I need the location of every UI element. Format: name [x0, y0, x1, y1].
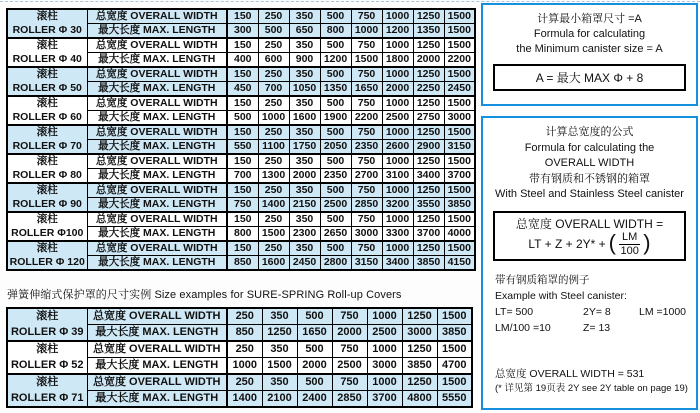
max-length-value: 1250: [262, 325, 297, 342]
overall-width-result: 总宽度 OVERALL WIDTH = 531: [495, 368, 645, 380]
max-length-value: 1000: [227, 358, 262, 375]
max-length-value: 500: [227, 111, 258, 126]
overall-width-value: 750: [332, 341, 367, 358]
max-length-value: 3150: [444, 140, 475, 155]
roller-label-cn: 滚柱: [36, 310, 59, 322]
overall-width-label: 总宽度 OVERALL WIDTH: [87, 212, 227, 227]
max-length-value: 1600: [258, 256, 289, 271]
max-length-value: 1500: [444, 24, 475, 39]
max-length-value: 3000: [351, 227, 382, 242]
roller-label: [7, 9, 87, 38]
max-length-value: 1600: [289, 111, 320, 126]
overall-width-value: 500: [320, 241, 351, 256]
max-length-value: 700: [227, 169, 258, 184]
overall-width-label: 总宽度 OVERALL WIDTH: [87, 96, 227, 111]
roller-label: [7, 38, 87, 67]
overall-width-value: 750: [351, 96, 382, 111]
max-length-value: 2850: [332, 391, 367, 408]
max-length-value: 4700: [437, 358, 472, 375]
overall-width-value: 350: [289, 241, 320, 256]
max-length-label: 最大长度 MAX. LENGTH: [87, 24, 227, 39]
max-length-value: 2500: [320, 198, 351, 213]
max-length-value: 2200: [444, 53, 475, 68]
roller-label-cn: 滚柱: [36, 376, 59, 388]
overall-width-value: 1250: [413, 67, 444, 82]
overall-width-label: 总宽度 OVERALL WIDTH: [87, 125, 227, 140]
max-length-value: 5550: [437, 391, 472, 408]
max-length-value: 3850: [402, 358, 437, 375]
max-length-value: 4150: [444, 256, 475, 271]
overall-width-value: 1250: [402, 341, 437, 358]
lm-over-100-fraction: [619, 232, 640, 257]
max-length-label: 最大长度 MAX. LENGTH: [87, 82, 227, 97]
overall-width-value: 1000: [382, 96, 413, 111]
max-length-value: 850: [227, 325, 262, 342]
example-2y: 2Y= 8: [583, 305, 611, 318]
overall-width-value: 500: [297, 374, 332, 391]
overall-width-value: 350: [289, 67, 320, 82]
roller-label-en: ROLLER Φ 52: [10, 358, 84, 371]
overall-width-value: 1250: [413, 9, 444, 24]
overall-width-value: 750: [332, 308, 367, 325]
overall-width-value: 1500: [444, 125, 475, 140]
roller-label-en: ROLLER Φ 39: [10, 325, 84, 338]
max-length-value: 2600: [382, 140, 413, 155]
max-length-value: 1500: [351, 53, 382, 68]
max-length-value: 1400: [258, 198, 289, 213]
overall-width-value: 250: [258, 38, 289, 53]
max-length-value: 3550: [413, 198, 444, 213]
roller-label-cn: 滚柱: [36, 126, 58, 138]
max-length-value: 2000: [413, 53, 444, 68]
overall-width-value: 1500: [437, 374, 472, 391]
max-length-value: 3300: [382, 227, 413, 242]
box1-line1: Formula for calculating: [533, 28, 646, 40]
overall-width-value: 350: [289, 212, 320, 227]
max-length-value: 2750: [413, 111, 444, 126]
example-lt: LT= 500: [495, 305, 534, 318]
overall-width-row: [7, 374, 472, 391]
overall-width-value: 250: [258, 241, 289, 256]
overall-width-value: 150: [227, 241, 258, 256]
overall-width-value: 150: [227, 154, 258, 169]
overall-width-value: 250: [227, 374, 262, 391]
overall-width-value: 1000: [382, 38, 413, 53]
roller-label: [7, 183, 87, 212]
overall-width-value: 350: [289, 96, 320, 111]
overall-width-value: 750: [351, 9, 382, 24]
max-length-value: 1750: [289, 140, 320, 155]
roller-label-en: ROLLER Φ 60: [12, 110, 82, 123]
overall-width-value: 350: [262, 341, 297, 358]
max-length-value: 300: [227, 24, 258, 39]
box2-title-cn: 计算总宽度的公式: [545, 126, 634, 138]
overall-width-row: [7, 38, 475, 53]
overall-width-value: 750: [351, 183, 382, 198]
overall-width-label: 总宽度 OVERALL WIDTH: [87, 38, 227, 53]
overall-width-value: 500: [320, 96, 351, 111]
box1-title-cn: 计算最小箱罩尺寸 =A: [537, 13, 642, 25]
max-length-label: 最大长度 MAX. LENGTH: [87, 256, 227, 271]
overall-width-value: 150: [227, 9, 258, 24]
overall-width-value: 150: [227, 38, 258, 53]
max-length-value: 3000: [402, 325, 437, 342]
max-length-value: 2500: [382, 111, 413, 126]
min-canister-formula: A = 最大 MAX Φ + 8: [493, 64, 686, 91]
roller-label: [7, 341, 87, 374]
max-length-value: 500: [258, 24, 289, 39]
max-length-value: 800: [227, 227, 258, 242]
max-length-value: 3100: [382, 169, 413, 184]
overall-width-label: 总宽度 OVERALL WIDTH: [87, 241, 227, 256]
overall-width-value: 500: [297, 308, 332, 325]
max-length-value: 1350: [413, 24, 444, 39]
overall-width-value: 1250: [402, 374, 437, 391]
max-length-value: 2050: [320, 140, 351, 155]
max-length-label: 最大长度 MAX. LENGTH: [87, 227, 227, 242]
max-length-value: 800: [320, 24, 351, 39]
max-length-value: 4800: [402, 391, 437, 408]
max-length-value: 1350: [320, 82, 351, 97]
max-length-value: 4000: [444, 227, 475, 242]
overall-width-value: 500: [320, 125, 351, 140]
overall-width-value: 1000: [382, 212, 413, 227]
roller-label-cn: 滚柱: [36, 343, 59, 355]
overall-width-value: 350: [289, 125, 320, 140]
overall-width-value: 1250: [402, 308, 437, 325]
max-length-value: 600: [258, 53, 289, 68]
max-length-value: 1900: [320, 111, 351, 126]
overall-width-value: 250: [258, 183, 289, 198]
overall-width-value: 350: [289, 154, 320, 169]
overall-width-row: [7, 96, 475, 111]
overall-width-value: 250: [227, 341, 262, 358]
overall-width-value: 500: [320, 154, 351, 169]
max-length-value: 3850: [444, 198, 475, 213]
roller-label-en: ROLLER Φ 80: [12, 168, 82, 181]
max-length-label: 最大长度 MAX. LENGTH: [87, 325, 227, 342]
max-length-value: 3700: [367, 391, 402, 408]
sure-spring-size-table: [6, 307, 473, 408]
max-length-value: 1400: [227, 391, 262, 408]
overall-width-row: [7, 308, 472, 325]
overall-width-value: 1500: [444, 96, 475, 111]
roller-label-cn: 滚柱: [36, 97, 58, 109]
result-block: [483, 367, 696, 408]
overall-width-value: 750: [351, 212, 382, 227]
overall-width-value: 1000: [382, 183, 413, 198]
roller-label: [7, 308, 87, 341]
overall-width-label: 总宽度 OVERALL WIDTH: [87, 341, 227, 358]
roller-label-en: ROLLER Φ100: [11, 226, 84, 239]
max-length-label: 最大长度 MAX. LENGTH: [87, 140, 227, 155]
roller-label: [7, 96, 87, 125]
overall-width-value: 350: [289, 38, 320, 53]
overall-width-value: 1000: [382, 125, 413, 140]
overall-width-row: [7, 154, 475, 169]
overall-width-value: 150: [227, 96, 258, 111]
max-length-value: 2300: [289, 227, 320, 242]
overall-width-value: 750: [351, 125, 382, 140]
overall-width-value: 1250: [413, 241, 444, 256]
overall-width-value: 1000: [367, 374, 402, 391]
max-length-label: 最大长度 MAX. LENGTH: [87, 53, 227, 68]
page-19-footnote: (* 详见第 19页表 2Y see 2Y table on page 19): [495, 383, 688, 394]
max-length-value: 1500: [262, 358, 297, 375]
max-length-value: 1650: [351, 82, 382, 97]
overall-width-value: 250: [258, 125, 289, 140]
formula-title: 总宽度 OVERALL WIDTH =: [515, 216, 664, 231]
max-length-value: 1000: [258, 111, 289, 126]
roller-label-en: ROLLER Φ 70: [12, 139, 82, 152]
max-length-value: 2450: [289, 256, 320, 271]
overall-width-value: 250: [258, 212, 289, 227]
max-length-value: 750: [227, 198, 258, 213]
fraction-denominator: 100: [620, 244, 639, 257]
box1-line2: the Minimum canister size = A: [516, 43, 663, 55]
max-length-value: 2400: [297, 391, 332, 408]
max-length-value: 2900: [413, 140, 444, 155]
max-length-value: 1300: [258, 169, 289, 184]
roller-label-en: ROLLER Φ 40: [12, 52, 82, 65]
max-length-label: 最大长度 MAX. LENGTH: [87, 391, 227, 408]
overall-width-row: [7, 125, 475, 140]
max-length-value: 2000: [332, 325, 367, 342]
overall-width-value: 1500: [444, 183, 475, 198]
overall-width-value: 1500: [444, 241, 475, 256]
roller-label-cn: 滚柱: [36, 155, 58, 167]
example-values: [483, 304, 696, 336]
overall-width-value: 350: [262, 374, 297, 391]
roller-label: [7, 67, 87, 96]
max-length-label: 最大长度 MAX. LENGTH: [87, 169, 227, 184]
overall-width-value: 250: [258, 9, 289, 24]
max-length-value: 550: [227, 140, 258, 155]
example-lm: LM =1000: [639, 305, 686, 318]
example-z: Z= 13: [583, 321, 611, 334]
roller-label-cn: 滚柱: [36, 213, 58, 225]
roller-label-cn: 滚柱: [36, 39, 58, 51]
max-length-value: 3700: [413, 227, 444, 242]
roller-size-table: [6, 8, 476, 271]
max-length-value: 2000: [289, 169, 320, 184]
max-length-value: 1500: [258, 227, 289, 242]
roller-label-cn: 滚柱: [36, 10, 58, 22]
max-length-value: 3850: [437, 325, 472, 342]
overall-width-formula-box: [481, 116, 698, 410]
overall-width-value: 350: [262, 308, 297, 325]
max-length-value: 2450: [444, 82, 475, 97]
overall-width-value: 1000: [382, 67, 413, 82]
overall-width-value: 1250: [413, 154, 444, 169]
example-title-cn: 带有钢质箱罩的例子: [495, 273, 590, 286]
max-length-value: 2000: [382, 82, 413, 97]
formula-line: [495, 229, 684, 257]
overall-width-value: 250: [258, 154, 289, 169]
overall-width-value: 500: [320, 212, 351, 227]
max-length-value: 1800: [382, 53, 413, 68]
max-length-value: 3850: [413, 256, 444, 271]
overall-width-value: 1000: [382, 9, 413, 24]
max-length-value: 2650: [320, 227, 351, 242]
example-title: Example with Steel canister:: [495, 289, 627, 302]
max-length-value: 3200: [382, 198, 413, 213]
formula-terms: LT + Z + 2Y* +: [528, 237, 606, 251]
roller-label-cn: 滚柱: [36, 242, 58, 254]
max-length-value: 1000: [351, 24, 382, 39]
max-length-value: 2500: [332, 358, 367, 375]
max-length-value: 3150: [351, 256, 382, 271]
overall-width-value: 500: [320, 67, 351, 82]
example-lm100: LM/100 =10: [495, 321, 551, 334]
roller-label: [7, 125, 87, 154]
overall-width-label: 总宽度 OVERALL WIDTH: [87, 9, 227, 24]
overall-width-value: 750: [351, 154, 382, 169]
overall-width-value: 150: [227, 212, 258, 227]
overall-width-value: 500: [320, 183, 351, 198]
overall-width-row: [7, 212, 475, 227]
overall-width-value: 250: [258, 96, 289, 111]
overall-width-label: 总宽度 OVERALL WIDTH: [87, 374, 227, 391]
max-length-value: 900: [289, 53, 320, 68]
max-length-value: 2100: [262, 391, 297, 408]
max-length-value: 1200: [382, 24, 413, 39]
max-length-value: 2700: [351, 169, 382, 184]
roller-label-en: ROLLER Φ 90: [12, 197, 82, 210]
overall-width-label: 总宽度 OVERALL WIDTH: [87, 67, 227, 82]
max-length-value: 2850: [351, 198, 382, 213]
size-examples-caption: 弹簧伸缩式保护罩的尺寸实例 Size examples for SURE-SPRING Roll-up Covers: [7, 289, 402, 301]
max-length-value: 2000: [297, 358, 332, 375]
roller-label: [7, 374, 87, 407]
max-length-value: 700: [258, 82, 289, 97]
max-length-value: 1100: [258, 140, 289, 155]
overall-width-value: 1000: [367, 341, 402, 358]
overall-width-value: 1500: [437, 308, 472, 325]
overall-width-value: 750: [351, 241, 382, 256]
overall-width-value: 1250: [413, 183, 444, 198]
roller-label-en: ROLLER Φ 30: [12, 23, 82, 36]
max-length-value: 3000: [367, 358, 402, 375]
max-length-value: 2350: [320, 169, 351, 184]
max-length-value: 850: [227, 256, 258, 271]
overall-width-value: 500: [297, 341, 332, 358]
overall-width-value: 750: [351, 67, 382, 82]
overall-width-row: [7, 341, 472, 358]
min-canister-formula-box: [481, 3, 698, 106]
overall-width-value: 250: [258, 67, 289, 82]
roller-label: [7, 212, 87, 241]
overall-width-value: 500: [320, 9, 351, 24]
overall-width-label: 总宽度 OVERALL WIDTH: [87, 183, 227, 198]
overall-width-label: 总宽度 OVERALL WIDTH: [87, 154, 227, 169]
box2-line1: Formula for calculating the: [524, 141, 655, 154]
example-block: [483, 261, 696, 304]
max-length-value: 2250: [413, 82, 444, 97]
max-length-value: 1650: [297, 325, 332, 342]
max-length-value: 2150: [289, 198, 320, 213]
overall-width-value: 1500: [444, 212, 475, 227]
max-length-label: 最大长度 MAX. LENGTH: [87, 198, 227, 213]
overall-width-value: 1250: [413, 212, 444, 227]
overall-width-value: 150: [227, 67, 258, 82]
overall-width-value: 1000: [367, 308, 402, 325]
roller-label: [7, 154, 87, 183]
overall-width-value: 1250: [413, 38, 444, 53]
box2-line4: With Steel and Stainless Steel canister: [495, 188, 684, 200]
overall-width-value: 350: [289, 183, 320, 198]
overall-width-value: 1500: [444, 154, 475, 169]
max-length-value: 2350: [351, 140, 382, 155]
open-paren: (: [608, 229, 616, 255]
overall-width-label: 总宽度 OVERALL WIDTH: [87, 308, 227, 325]
page-top-edge: [0, 1, 700, 2]
max-length-value: 2800: [320, 256, 351, 271]
overall-width-row: [7, 241, 475, 256]
max-length-value: 3400: [413, 169, 444, 184]
overall-width-value: 150: [227, 125, 258, 140]
max-length-value: 1050: [289, 82, 320, 97]
roller-label-cn: 滚柱: [36, 184, 58, 196]
max-length-value: 3000: [444, 111, 475, 126]
max-length-value: 1200: [320, 53, 351, 68]
close-paren: ): [643, 229, 651, 255]
overall-width-row: [7, 67, 475, 82]
overall-width-value: 250: [227, 308, 262, 325]
overall-width-value: 750: [351, 38, 382, 53]
overall-width-value: 500: [320, 38, 351, 53]
overall-width-value: 1250: [413, 96, 444, 111]
roller-label-en: ROLLER Φ 71: [10, 391, 84, 404]
max-length-value: 400: [227, 53, 258, 68]
max-length-value: 3400: [382, 256, 413, 271]
max-length-value: 2200: [351, 111, 382, 126]
max-length-value: 450: [227, 82, 258, 97]
max-length-label: 最大长度 MAX. LENGTH: [87, 111, 227, 126]
max-length-value: 2500: [367, 325, 402, 342]
box2-line3-cn: 带有钢质和不锈钢的箱罩: [529, 172, 650, 185]
overall-width-value: 1000: [382, 241, 413, 256]
fraction-numerator: LM: [619, 232, 640, 245]
box2-line2: OVERALL WIDTH: [544, 157, 635, 169]
roller-label-cn: 滚柱: [36, 68, 58, 80]
max-length-label: 最大长度 MAX. LENGTH: [87, 358, 227, 375]
max-length-value: 3700: [444, 169, 475, 184]
overall-width-row: [7, 183, 475, 198]
overall-width-value: 1500: [444, 9, 475, 24]
overall-width-value: 1250: [413, 125, 444, 140]
overall-width-formula: [493, 211, 686, 261]
overall-width-value: 1500: [444, 67, 475, 82]
overall-width-value: 1500: [444, 38, 475, 53]
overall-width-value: 350: [289, 9, 320, 24]
overall-width-value: 150: [227, 183, 258, 198]
overall-width-value: 750: [332, 374, 367, 391]
max-length-value: 650: [289, 24, 320, 39]
overall-width-value: 1500: [437, 341, 472, 358]
roller-label-en: ROLLER Φ 120: [9, 255, 85, 268]
roller-label: [7, 241, 87, 270]
roller-label-en: ROLLER Φ 50: [12, 81, 82, 94]
overall-width-value: 1000: [382, 154, 413, 169]
overall-width-row: [7, 9, 475, 24]
example-spacer: [639, 320, 696, 336]
